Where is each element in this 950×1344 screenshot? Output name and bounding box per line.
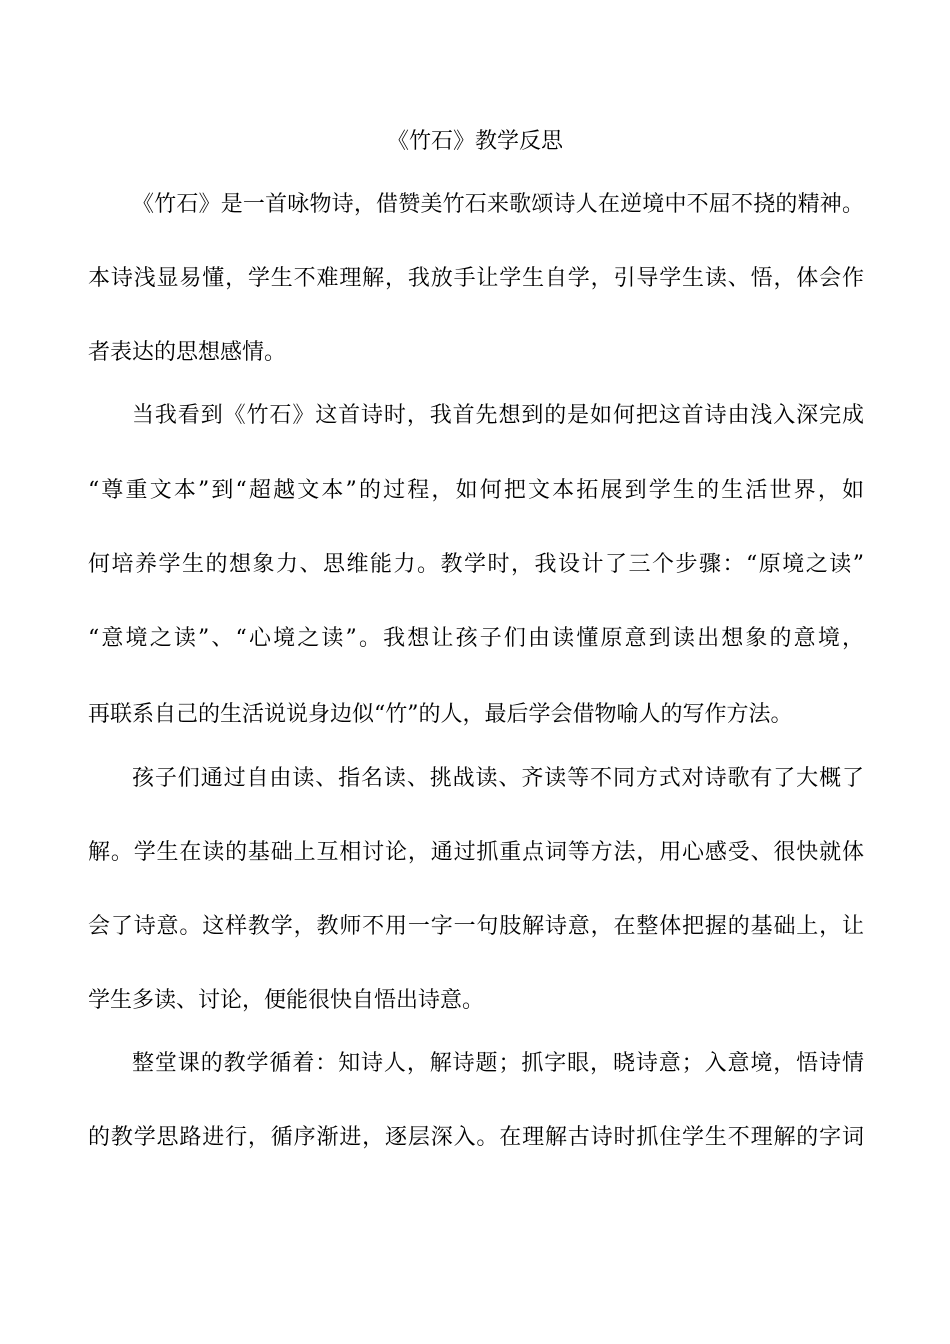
text-line: 者表达的思想感情。 <box>88 340 287 365</box>
text-line: 学生多读、讨论，便能很快自悟出诗意。 <box>88 988 485 1013</box>
text-line: “意境之读”、“心境之读”。我想让孩子们由读懂原意到读出想象的意境， <box>88 626 864 651</box>
text-line: 孩子们通过自由读、指名读、挑战读、齐读等不同方式对诗歌有了大概了 <box>132 766 864 791</box>
text-line: 的教学思路进行，循序渐进，逐层深入。在理解古诗时抓住学生不理解的字词 <box>88 1125 864 1150</box>
text-line: 《竹石》是一首咏物诗，借赞美竹石来歌颂诗人在逆境中不屈不挠的精神。 <box>132 192 864 217</box>
text-line: 何培养学生的想象力、思维能力。教学时，我设计了三个步骤：“原境之读” <box>88 552 864 577</box>
document-title: 《竹石》教学反思 <box>386 129 563 154</box>
text-line: 当我看到《竹石》这首诗时，我首先想到的是如何把这首诗由浅入深完成 <box>132 403 864 428</box>
text-line: 会了诗意。这样教学，教师不用一字一句肢解诗意，在整体把握的基础上，让 <box>88 914 864 939</box>
text-line: “尊重文本”到“超越文本”的过程，如何把文本拓展到学生的生活世界，如 <box>88 478 864 503</box>
text-line: 再联系自己的生活说说身边似“竹”的人，最后学会借物喻人的写作方法。 <box>88 702 793 727</box>
text-line: 本诗浅显易懂，学生不难理解，我放手让学生自学，引导学生读、悟，体会作 <box>88 266 864 291</box>
text-line: 整堂课的教学循着：知诗人，解诗题；抓字眼，晓诗意；入意境，悟诗情 <box>132 1051 864 1076</box>
text-line: 解。学生在读的基础上互相讨论，通过抓重点词等方法，用心感受、很快就体 <box>88 840 864 865</box>
